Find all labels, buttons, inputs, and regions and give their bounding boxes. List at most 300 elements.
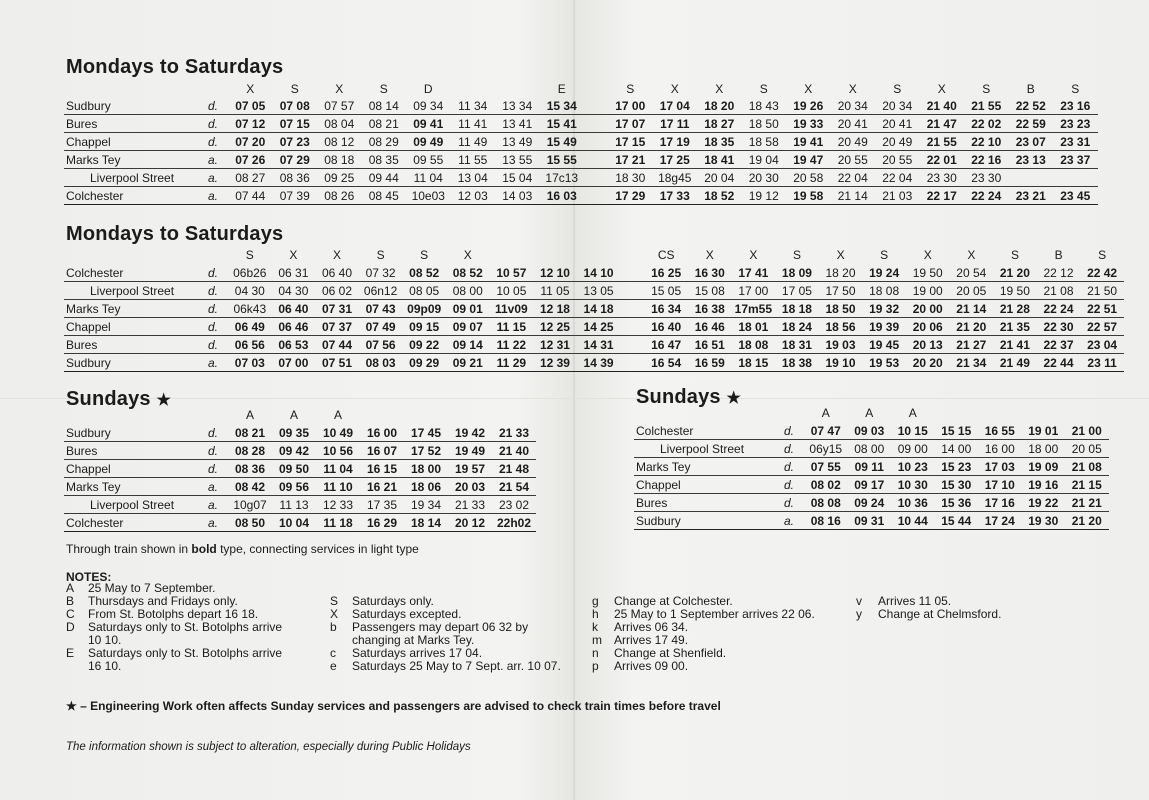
train-time: 11 04 bbox=[316, 460, 360, 478]
train-time: 07 03 bbox=[228, 354, 272, 372]
arrive-depart-marker: d. bbox=[198, 264, 228, 282]
disclaimer: The information shown is subject to alteration, especially during Public Holidays bbox=[66, 741, 471, 753]
train-time: 14 39 bbox=[577, 354, 645, 372]
train-time: 08 50 bbox=[228, 514, 272, 532]
train-time: 06b26 bbox=[228, 264, 272, 282]
note-item bbox=[66, 647, 316, 673]
train-time: 21 35 bbox=[993, 318, 1037, 336]
train-time: 06 46 bbox=[272, 318, 316, 336]
train-time: 18 50 bbox=[742, 115, 787, 133]
train-time: 23 13 bbox=[1009, 151, 1054, 169]
train-time: 19 00 bbox=[906, 282, 950, 300]
table-row bbox=[64, 133, 1098, 151]
note-text-continued: 10 10. bbox=[88, 633, 122, 647]
star-icon: ★ bbox=[156, 392, 172, 409]
train-time: 18 52 bbox=[697, 187, 742, 205]
train-time: 17 50 bbox=[819, 282, 863, 300]
train-time: 17 11 bbox=[653, 115, 698, 133]
train-time: 16 47 bbox=[644, 336, 688, 354]
train-time: 09 42 bbox=[272, 442, 316, 460]
train-time: 23 02 bbox=[492, 496, 536, 514]
train-time: 17 05 bbox=[775, 282, 819, 300]
train-time: 14 31 bbox=[577, 336, 645, 354]
train-time: 20 55 bbox=[831, 151, 876, 169]
train-time: 21 20 bbox=[950, 318, 994, 336]
train-time: 22 16 bbox=[964, 151, 1009, 169]
train-time: 21 55 bbox=[964, 97, 1009, 115]
train-time: 19 03 bbox=[819, 336, 863, 354]
train-time: 17 10 bbox=[978, 476, 1022, 494]
train-time: 16 15 bbox=[360, 460, 404, 478]
service-code: E bbox=[557, 82, 566, 96]
train-time: 17 21 bbox=[608, 151, 653, 169]
service-code: X bbox=[463, 248, 472, 262]
station-name: Marks Tey bbox=[634, 458, 774, 476]
table-row bbox=[64, 97, 1098, 115]
horizontal-fold bbox=[0, 398, 1149, 399]
train-time: 08 14 bbox=[362, 97, 407, 115]
train-time: 06y15 bbox=[804, 440, 848, 458]
train-time: 23 07 bbox=[1009, 133, 1054, 151]
train-time: 16 03 bbox=[540, 187, 609, 205]
train-time: 20 04 bbox=[697, 169, 742, 187]
arrive-depart-marker: a. bbox=[198, 514, 228, 532]
train-time: 08 52 bbox=[446, 264, 490, 282]
train-time: 21 20 bbox=[993, 264, 1037, 282]
train-time: 10 04 bbox=[272, 514, 316, 532]
station-name: Marks Tey bbox=[64, 300, 198, 318]
train-time: 20 06 bbox=[906, 318, 950, 336]
arrive-depart-marker: d. bbox=[774, 494, 804, 512]
service-code: S bbox=[290, 82, 299, 96]
train-time: 08 00 bbox=[446, 282, 490, 300]
note-text-continued: changing at Marks Tey. bbox=[352, 633, 475, 647]
arrive-depart-marker: d. bbox=[774, 440, 804, 458]
train-time: 18 24 bbox=[775, 318, 819, 336]
train-time: 11 22 bbox=[490, 336, 534, 354]
train-time: 17 03 bbox=[978, 458, 1022, 476]
arrive-depart-marker: d. bbox=[198, 460, 228, 478]
train-time: 23 21 bbox=[1009, 187, 1054, 205]
train-time: 14 10 bbox=[577, 264, 645, 282]
train-time: 12 10 bbox=[533, 264, 577, 282]
train-time: 22 37 bbox=[1037, 336, 1081, 354]
train-time: 19 16 bbox=[1022, 476, 1066, 494]
train-time: 08 02 bbox=[804, 476, 848, 494]
train-time: 20 05 bbox=[1065, 440, 1109, 458]
train-time: 19 39 bbox=[862, 318, 906, 336]
train-time: 19 49 bbox=[448, 442, 492, 460]
train-time: 22 01 bbox=[920, 151, 965, 169]
service-code: S bbox=[420, 248, 429, 262]
train-time: 22 51 bbox=[1080, 300, 1124, 318]
train-time: 17 45 bbox=[404, 424, 448, 442]
train-time: 17 24 bbox=[978, 512, 1022, 530]
train-time: 21 49 bbox=[993, 354, 1037, 372]
train-time: 20 55 bbox=[875, 151, 920, 169]
note-key: B bbox=[66, 594, 75, 608]
train-time: 09 17 bbox=[848, 476, 892, 494]
table-row bbox=[634, 440, 1109, 458]
train-time: 16 55 bbox=[978, 422, 1022, 440]
train-time: 09 31 bbox=[848, 512, 892, 530]
section4-title-text: Sundays bbox=[636, 386, 721, 408]
train-time: 06 53 bbox=[272, 336, 316, 354]
service-code: S bbox=[759, 82, 768, 96]
train-time: 11 49 bbox=[451, 133, 496, 151]
arrive-depart-marker: d. bbox=[198, 97, 228, 115]
train-time: 19 10 bbox=[819, 354, 863, 372]
note-item bbox=[856, 608, 1106, 621]
train-time: 19 33 bbox=[786, 115, 831, 133]
train-time: 22 02 bbox=[964, 115, 1009, 133]
table-row bbox=[64, 151, 1098, 169]
train-time: 07 15 bbox=[273, 115, 318, 133]
note-item bbox=[66, 621, 316, 647]
train-time: 07 56 bbox=[359, 336, 403, 354]
station-name: Chappel bbox=[64, 133, 198, 151]
train-time: 23 45 bbox=[1053, 187, 1098, 205]
train-time: 19 53 bbox=[862, 354, 906, 372]
train-time: 22 04 bbox=[875, 169, 920, 187]
train-time: 18 35 bbox=[697, 133, 742, 151]
train-time: 07 29 bbox=[273, 151, 318, 169]
note-text: Arrives 11 05. bbox=[878, 594, 952, 608]
train-time: 19 01 bbox=[1022, 422, 1066, 440]
train-time: 18 08 bbox=[732, 336, 776, 354]
train-time: 09 55 bbox=[406, 151, 451, 169]
through-text-after: type, connecting services in light type bbox=[216, 542, 419, 556]
table-row bbox=[64, 354, 1124, 372]
train-time: 09p09 bbox=[402, 300, 446, 318]
through-train-text bbox=[66, 542, 419, 556]
train-time: 16 07 bbox=[360, 442, 404, 460]
service-code: X bbox=[937, 82, 946, 96]
train-time: 19 50 bbox=[906, 264, 950, 282]
note-key: S bbox=[330, 594, 339, 608]
train-time: 07 05 bbox=[228, 97, 273, 115]
train-time: 12 39 bbox=[533, 354, 577, 372]
train-time: 20 49 bbox=[831, 133, 876, 151]
train-time: 07 55 bbox=[804, 458, 848, 476]
service-code: CS bbox=[657, 248, 675, 262]
train-time: 19 30 bbox=[1022, 512, 1066, 530]
train-time: 17 19 bbox=[653, 133, 698, 151]
train-time: 18 31 bbox=[775, 336, 819, 354]
service-code: A bbox=[908, 406, 917, 420]
train-time: 23 23 bbox=[1053, 115, 1098, 133]
train-time bbox=[1053, 169, 1098, 187]
station-name: Sudbury bbox=[64, 97, 198, 115]
service-code: X bbox=[967, 248, 976, 262]
train-time: 22 10 bbox=[964, 133, 1009, 151]
train-time: 19 45 bbox=[862, 336, 906, 354]
note-key: e bbox=[330, 659, 337, 673]
train-time: 17c13 bbox=[540, 169, 609, 187]
train-time: 16 21 bbox=[360, 478, 404, 496]
section2-title: Mondays to Saturdays bbox=[66, 223, 284, 245]
train-time: 12 25 bbox=[533, 318, 577, 336]
train-time: 17 00 bbox=[608, 97, 653, 115]
arrive-depart-marker: a. bbox=[198, 151, 228, 169]
train-time: 21 15 bbox=[1065, 476, 1109, 494]
train-time: 07 23 bbox=[273, 133, 318, 151]
train-time: 16 00 bbox=[978, 440, 1022, 458]
train-time: 19 34 bbox=[404, 496, 448, 514]
service-code: A bbox=[865, 406, 874, 420]
train-time: 20 34 bbox=[875, 97, 920, 115]
arrive-depart-marker: a. bbox=[774, 512, 804, 530]
train-time: 08 16 bbox=[804, 512, 848, 530]
train-time: 20 03 bbox=[448, 478, 492, 496]
train-time: 10 49 bbox=[316, 424, 360, 442]
train-time: 06k43 bbox=[228, 300, 272, 318]
note-text: Arrives 09 00. bbox=[614, 659, 689, 673]
train-time: 20 12 bbox=[448, 514, 492, 532]
train-time: 09 22 bbox=[402, 336, 446, 354]
service-code: S bbox=[893, 82, 902, 96]
train-time: 22 44 bbox=[1037, 354, 1081, 372]
station-name: Liverpool Street bbox=[64, 169, 198, 187]
table-row bbox=[64, 169, 1098, 187]
train-time: 16 59 bbox=[688, 354, 732, 372]
train-time: 23 37 bbox=[1053, 151, 1098, 169]
train-time: 18 00 bbox=[404, 460, 448, 478]
train-time: 22 24 bbox=[964, 187, 1009, 205]
table-row bbox=[64, 424, 536, 442]
train-time: 18 15 bbox=[732, 354, 776, 372]
train-time: 04 30 bbox=[228, 282, 272, 300]
note-text: Saturdays only to St. Botolphs arrive bbox=[88, 620, 283, 634]
train-time: 21 14 bbox=[831, 187, 876, 205]
service-code: A bbox=[821, 406, 830, 420]
train-time: 12 03 bbox=[451, 187, 496, 205]
train-time: 09 25 bbox=[317, 169, 362, 187]
train-time: 07 32 bbox=[359, 264, 403, 282]
train-time: 06 31 bbox=[272, 264, 316, 282]
train-time: 15 30 bbox=[935, 476, 979, 494]
train-time: 16 34 bbox=[644, 300, 688, 318]
train-time: 22 52 bbox=[1009, 97, 1054, 115]
train-time: 09 34 bbox=[406, 97, 451, 115]
note-key: p bbox=[592, 659, 599, 673]
train-time: 09 56 bbox=[272, 478, 316, 496]
train-time: 19 58 bbox=[786, 187, 831, 205]
train-time: 08 03 bbox=[359, 354, 403, 372]
train-time: 23 30 bbox=[920, 169, 965, 187]
train-time: 15 04 bbox=[495, 169, 540, 187]
station-name: Liverpool Street bbox=[634, 440, 774, 458]
train-time: 11 29 bbox=[490, 354, 534, 372]
arrive-depart-marker: d. bbox=[198, 115, 228, 133]
note-text: Change at Chelmsford. bbox=[878, 607, 1002, 621]
train-time: 11 15 bbox=[490, 318, 534, 336]
train-time: 06 02 bbox=[315, 282, 359, 300]
arrive-depart-marker: d. bbox=[198, 442, 228, 460]
train-time: 21 33 bbox=[492, 424, 536, 442]
train-time: 21 27 bbox=[950, 336, 994, 354]
arrive-depart-marker: a. bbox=[198, 187, 228, 205]
train-time: 09 29 bbox=[402, 354, 446, 372]
train-time: 08 52 bbox=[402, 264, 446, 282]
train-time: 18g45 bbox=[653, 169, 698, 187]
train-time: 11 13 bbox=[272, 496, 316, 514]
note-key: y bbox=[856, 607, 862, 621]
train-time: 13 34 bbox=[495, 97, 540, 115]
section4-codes bbox=[0, 406, 1149, 420]
train-time: 21 21 bbox=[1065, 494, 1109, 512]
train-time: 10 30 bbox=[891, 476, 935, 494]
train-time: 19 41 bbox=[786, 133, 831, 151]
section1-table bbox=[64, 97, 1098, 205]
train-time: 09 44 bbox=[362, 169, 407, 187]
service-code: X bbox=[848, 82, 857, 96]
engineering-notice: ★ – Engineering Work often affects Sunday services and passengers are advised to check train times before travel bbox=[66, 699, 721, 713]
star-icon: ★ bbox=[726, 390, 742, 407]
train-time: 08 28 bbox=[228, 442, 272, 460]
train-time: 17 41 bbox=[732, 264, 776, 282]
section1-title: Mondays to Saturdays bbox=[66, 56, 284, 78]
train-time: 08 08 bbox=[804, 494, 848, 512]
train-time: 19 32 bbox=[862, 300, 906, 318]
note-text-continued: 16 10. bbox=[88, 659, 122, 673]
service-code: A bbox=[245, 408, 254, 422]
note-item bbox=[330, 660, 580, 673]
note-key: C bbox=[66, 607, 75, 621]
train-time: 21 40 bbox=[492, 442, 536, 460]
train-time: 09 03 bbox=[848, 422, 892, 440]
train-time: 20 30 bbox=[742, 169, 787, 187]
note-text: Arrives 17 49. bbox=[614, 633, 689, 647]
through-text-before: Through train shown in bbox=[66, 542, 192, 556]
service-code: D bbox=[423, 82, 433, 96]
arrive-depart-marker: d. bbox=[198, 133, 228, 151]
station-name: Bures bbox=[64, 336, 198, 354]
train-time: 06 49 bbox=[228, 318, 272, 336]
train-time: 11 18 bbox=[316, 514, 360, 532]
train-time: 08 45 bbox=[362, 187, 407, 205]
train-time: 07 51 bbox=[315, 354, 359, 372]
train-time: 17 16 bbox=[978, 494, 1022, 512]
train-time: 19 22 bbox=[1022, 494, 1066, 512]
section3-title-text: Sundays bbox=[66, 388, 151, 410]
train-time: 23 04 bbox=[1080, 336, 1124, 354]
train-time: 23 30 bbox=[964, 169, 1009, 187]
service-code: X bbox=[705, 248, 714, 262]
train-time: 17 07 bbox=[608, 115, 653, 133]
train-time: 16 29 bbox=[360, 514, 404, 532]
train-time: 19 47 bbox=[786, 151, 831, 169]
through-text-bold: bold bbox=[191, 542, 217, 556]
train-time: 22 57 bbox=[1080, 318, 1124, 336]
train-time: 22h02 bbox=[492, 514, 536, 532]
note-key: v bbox=[856, 594, 862, 608]
train-time: 15 34 bbox=[540, 97, 609, 115]
train-time: 19 12 bbox=[742, 187, 787, 205]
train-time: 09 35 bbox=[272, 424, 316, 442]
table-row bbox=[64, 300, 1124, 318]
train-time: 17 15 bbox=[608, 133, 653, 151]
table-row bbox=[64, 318, 1124, 336]
train-time: 16 40 bbox=[644, 318, 688, 336]
service-code: X bbox=[715, 82, 724, 96]
table-row bbox=[64, 336, 1124, 354]
service-code: S bbox=[626, 82, 635, 96]
train-time: 07 20 bbox=[228, 133, 273, 151]
train-time: 11 05 bbox=[533, 282, 577, 300]
note-item bbox=[330, 621, 580, 647]
station-name: Sudbury bbox=[634, 512, 774, 530]
train-time: 16 25 bbox=[644, 264, 688, 282]
train-time: 08 05 bbox=[402, 282, 446, 300]
service-code: X bbox=[836, 248, 845, 262]
train-time: 17 35 bbox=[360, 496, 404, 514]
station-name: Colchester bbox=[64, 514, 198, 532]
train-time: 08 29 bbox=[362, 133, 407, 151]
train-time: 20 20 bbox=[906, 354, 950, 372]
train-time: 18 06 bbox=[404, 478, 448, 496]
arrive-depart-marker: d. bbox=[198, 336, 228, 354]
table-row bbox=[634, 512, 1109, 530]
train-time: 17 29 bbox=[608, 187, 653, 205]
train-time: 17 52 bbox=[404, 442, 448, 460]
train-time: 15 23 bbox=[935, 458, 979, 476]
train-time: 15 36 bbox=[935, 494, 979, 512]
train-time: 07 47 bbox=[804, 422, 848, 440]
station-name: Chappel bbox=[64, 318, 198, 336]
train-time: 21 08 bbox=[1037, 282, 1081, 300]
train-time: 21 08 bbox=[1065, 458, 1109, 476]
train-time: 18 09 bbox=[775, 264, 819, 282]
train-time: 09 07 bbox=[446, 318, 490, 336]
train-time: 07 31 bbox=[315, 300, 359, 318]
train-time: 20 54 bbox=[950, 264, 994, 282]
train-time: 22 24 bbox=[1037, 300, 1081, 318]
train-time: 18 41 bbox=[697, 151, 742, 169]
train-time: 07 37 bbox=[315, 318, 359, 336]
train-time: 18 58 bbox=[742, 133, 787, 151]
train-time: 19 24 bbox=[862, 264, 906, 282]
train-time: 12 31 bbox=[533, 336, 577, 354]
service-code: X bbox=[289, 248, 298, 262]
service-code: S bbox=[1010, 248, 1019, 262]
table-row bbox=[64, 282, 1124, 300]
note-key: c bbox=[330, 646, 336, 660]
note-text: Change at Colchester. bbox=[614, 594, 733, 608]
note-text: Thursdays and Fridays only. bbox=[88, 594, 238, 608]
service-code: S bbox=[982, 82, 991, 96]
train-time: 17 00 bbox=[732, 282, 776, 300]
train-time: 15 15 bbox=[935, 422, 979, 440]
train-time: 10 15 bbox=[891, 422, 935, 440]
arrive-depart-marker: d. bbox=[198, 318, 228, 336]
service-code: S bbox=[376, 248, 385, 262]
arrive-depart-marker: d. bbox=[198, 424, 228, 442]
train-time: 22 42 bbox=[1080, 264, 1124, 282]
train-time: 18 20 bbox=[819, 264, 863, 282]
station-name: Sudbury bbox=[64, 424, 198, 442]
train-time: 21 28 bbox=[993, 300, 1037, 318]
note-text: Arrives 06 34. bbox=[614, 620, 689, 634]
table-row bbox=[634, 422, 1109, 440]
train-time: 21 41 bbox=[993, 336, 1037, 354]
train-time: 07 39 bbox=[273, 187, 318, 205]
train-time: 22 12 bbox=[1037, 264, 1081, 282]
train-time: 18 14 bbox=[404, 514, 448, 532]
train-time bbox=[1009, 169, 1054, 187]
train-time: 09 15 bbox=[402, 318, 446, 336]
station-name: Liverpool Street bbox=[64, 282, 198, 300]
